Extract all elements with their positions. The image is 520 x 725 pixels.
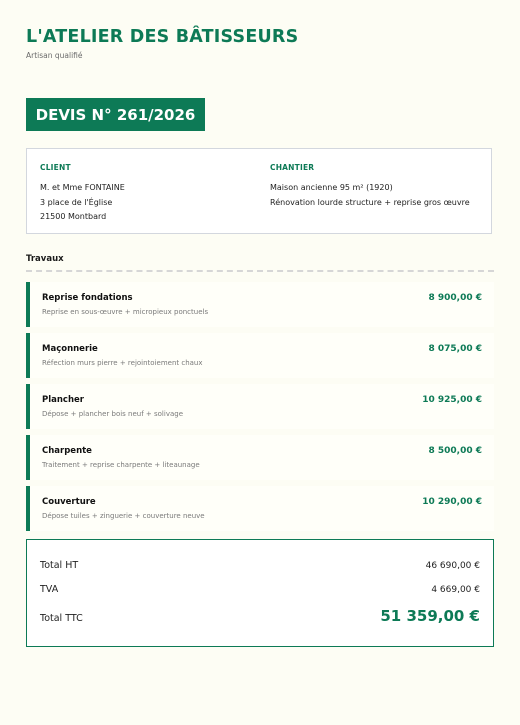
client-block xyxy=(40,163,125,225)
site-block xyxy=(270,163,470,210)
site-heading: CHANTIER xyxy=(270,163,315,172)
item-description: Dépose tuiles + zinguerie + couverture neuve xyxy=(42,512,205,520)
total-ht-label: Total HT xyxy=(40,560,79,571)
client-heading: CLIENT xyxy=(40,163,71,172)
item-name: Reprise fondations xyxy=(42,293,133,303)
item-price: 8 900,00 € xyxy=(428,293,482,303)
list-item xyxy=(26,384,494,429)
list-item xyxy=(26,435,494,480)
totals-box xyxy=(26,539,494,647)
quote-title: DEVIS N° 261/2026 xyxy=(26,98,205,131)
client-name: M. et Mme FONTAINE xyxy=(40,183,125,192)
item-description: Traitement + reprise charpente + liteaunage xyxy=(42,461,200,469)
list-item xyxy=(26,282,494,327)
site-scope: Rénovation lourde structure + reprise gros œuvre xyxy=(270,197,470,207)
total-ttc-label: Total TTC xyxy=(40,613,83,624)
company-name: L'ATELIER DES BÂTISSEURS xyxy=(26,27,299,47)
item-name: Couverture xyxy=(42,497,96,507)
list-item xyxy=(26,486,494,531)
client-city: 21500 Montbard xyxy=(40,212,107,221)
total-ht-row xyxy=(40,560,480,571)
item-price: 10 290,00 € xyxy=(422,497,482,507)
item-price: 8 500,00 € xyxy=(428,446,482,456)
company-tagline: Artisan qualifié xyxy=(26,51,83,60)
total-ttc-value: 51 359,00 € xyxy=(380,607,480,625)
total-ht-value: 46 690,00 € xyxy=(425,561,480,571)
works-list xyxy=(26,282,494,537)
site-property: Maison ancienne 95 m² (1920) xyxy=(270,183,393,192)
total-ttc-row xyxy=(40,607,480,625)
item-description: Dépose + plancher bois neuf + solivage xyxy=(42,410,184,418)
item-description: Reprise en sous-œuvre + micropieux ponctuels xyxy=(42,308,209,316)
client-site-box xyxy=(26,148,492,234)
tva-row xyxy=(40,584,480,595)
section-divider xyxy=(26,270,494,272)
item-description: Réfection murs pierre + rejointoiement chaux xyxy=(42,359,203,367)
item-name: Maçonnerie xyxy=(42,344,98,354)
list-item xyxy=(26,333,494,378)
client-address: 3 place de l'Église xyxy=(40,197,113,207)
tva-value: 4 669,00 € xyxy=(431,585,480,595)
item-name: Charpente xyxy=(42,446,92,456)
item-price: 10 925,00 € xyxy=(422,395,482,405)
works-section-title: Travaux xyxy=(26,254,64,264)
tva-label: TVA xyxy=(40,584,59,595)
item-name: Plancher xyxy=(42,395,84,405)
item-price: 8 075,00 € xyxy=(428,344,482,354)
